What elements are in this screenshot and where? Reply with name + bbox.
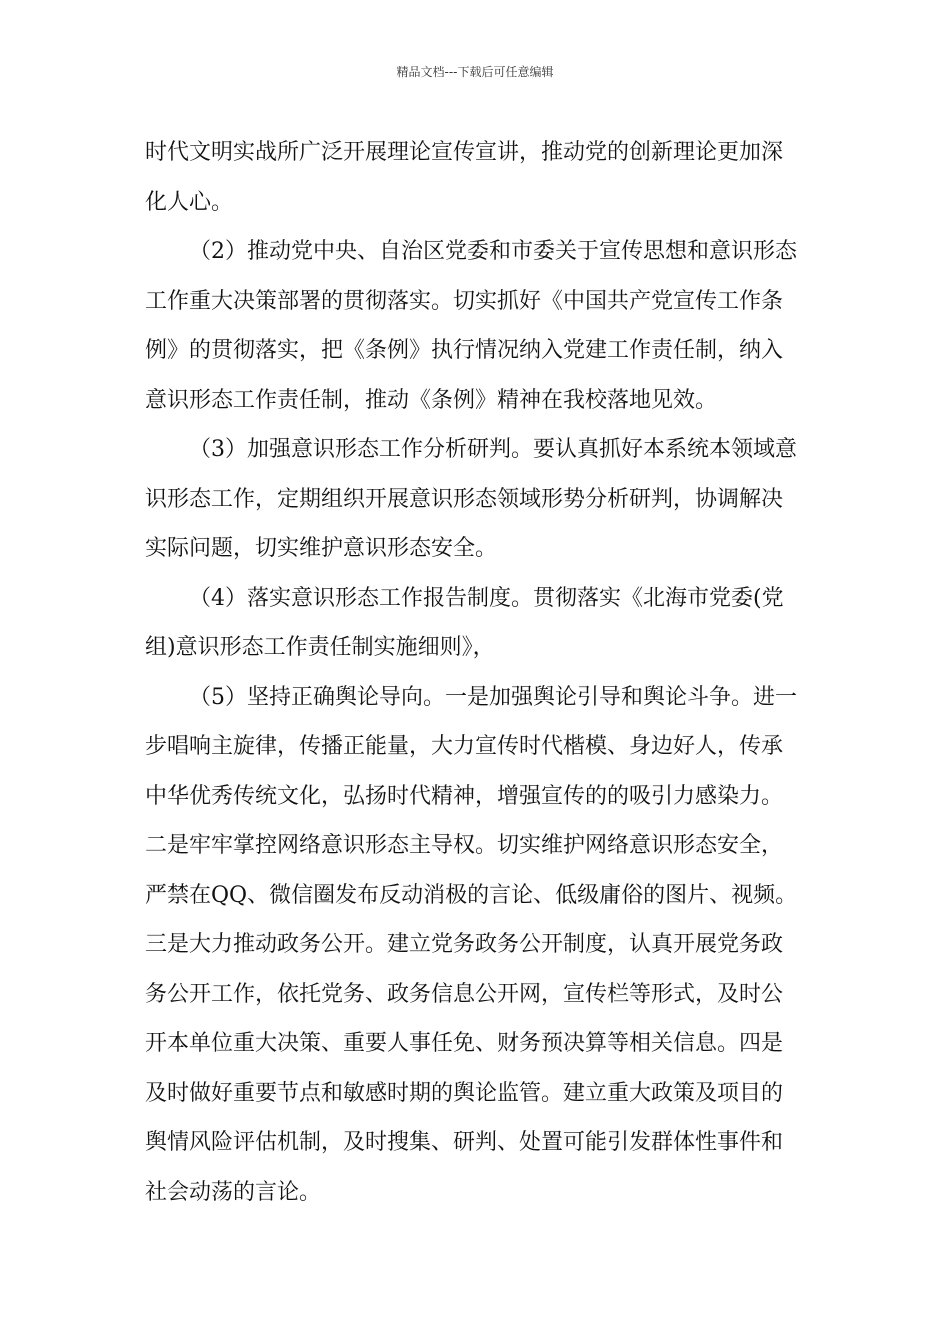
text-line: 步唱响主旋律，传播正能量，大力宣传时代楷模、身边好人，传承 — [145, 734, 784, 759]
text-line: 意识形态工作责任制，推动《条例》精神在我校落地见效。 — [145, 387, 718, 413]
text-line: 二是牢牢掌控网络意识形态主导权。切实维护网络意识形态安全， — [145, 833, 784, 858]
text-line: 中华优秀传统文化，弘扬时代精神，增强宣传的的吸引力感染力。 — [145, 783, 784, 809]
text-line: 时代文明实战所广泛开展理论宣传宣讲，推动党的创新理论更加深 — [145, 140, 784, 165]
text-line: 识形态工作，定期组织开展意识形态领域形势分析研判，协调解决 — [145, 486, 784, 512]
text-line: 组)意识形态工作责任制实施细则》， — [145, 635, 495, 660]
page-header: 精品文档---下载后可任意编辑 — [396, 65, 554, 79]
text-line: 严禁在QQ、微信圈发布反动消极的言论、低级庸俗的图片、视频。 — [145, 882, 798, 908]
paragraph-first-line: （5）坚持正确舆论导向。一是加强舆论引导和舆论斗争。进一 — [189, 684, 797, 710]
text-line: 社会动荡的言论。 — [145, 1179, 322, 1205]
text-line: 务公开工作，依托党务、政务信息公开网，宣传栏等形式，及时公 — [145, 981, 784, 1007]
text-line: 例》的贯彻落实，把《条例》执行情况纳入党建工作责任制，纳入 — [145, 338, 784, 363]
document-body — [145, 128, 809, 1217]
text-line: 开本单位重大决策、重要人事任免、财务预决算等相关信息。四是 — [145, 1031, 784, 1056]
text-line: 工作重大决策部署的贯彻落实。切实抓好《中国共产党宣传工作条 — [145, 288, 784, 314]
paragraph-first-line: （4）落实意识形态工作报告制度。贯彻落实《北海市党委(党 — [189, 585, 784, 611]
text-line: 及时做好重要节点和敏感时期的舆论监管。建立重大政策及项目的 — [145, 1080, 784, 1106]
text-line: 化人心。 — [145, 189, 234, 215]
text-line: 舆情风险评估机制，及时搜集、研判、处置可能引发群体性事件和 — [145, 1130, 784, 1155]
text-line: 实际问题，切实维护意识形态安全。 — [145, 536, 498, 561]
paragraph-first-line: （3）加强意识形态工作分析研判。要认真抓好本系统本领域意 — [189, 437, 797, 462]
text-line: 三是大力推动政务公开。建立党务政务公开制度，认真开展党务政 — [145, 932, 784, 957]
paragraph-first-line: （2）推动党中央、自治区党委和市委关于宣传思想和意识形态 — [189, 239, 797, 264]
